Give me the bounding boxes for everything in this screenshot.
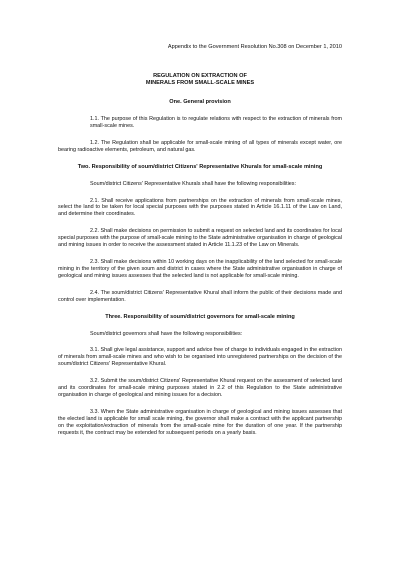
chapter-1-heading: One. General provision xyxy=(169,99,231,105)
paragraph-2-4: 2.4. The soum/district Citizens' Representative Khural shall inform the public of their decisions made and control over implementation. xyxy=(58,289,342,303)
chapter-3-intro: Soum/district governors shall have the following responsibilities: xyxy=(90,330,243,337)
title-line-1: REGULATION ON EXTRACTION OF xyxy=(153,73,247,79)
paragraph-1-1: 1.1. The purpose of this Regulation is to regulate relations with respect to the extraction of minerals from small-scale mines. xyxy=(90,116,342,129)
appendix-note: Appendix to the Government Resolution No.308 on December 1, 2010 xyxy=(167,44,342,50)
document-title xyxy=(58,73,342,87)
paragraph-3-1: 3.1. Shall give legal assistance, support and advice free of charge to individuals engaged in the extraction of minerals from small-scale mines and who wish to be organised into unregistered partnerships on the decision of the soum/district Citizens' Representative Khural. xyxy=(58,347,342,368)
chapter-2-intro: Soum/district Citizens' Representative Khurals shall have the following responsibilities: xyxy=(90,180,296,187)
paragraph-2-1: 2.1. Shall receive applications from partnerships on the extraction of minerals from small-scale mines, select the land to be taken for local special purposes with the purposes stated in Article 16.1.11 of the Law on Land, and determine their coordinates. xyxy=(58,197,342,218)
paragraph-1-2: 1.2. The Regulation shall be applicable for small-scale mining of all types of minerals except water, ore bearing radioactive elements, petroleum, and natural gas. xyxy=(58,139,342,153)
paragraph-3-2: 3.2. Submit the soum/district Citizens' Representative Khural request on the assessment of selected land and its coordinates for small-scale mining purposes stated in 2.2 of this Regulation to the State administrative organisation in charge of geological and mining issues for a decision. xyxy=(58,378,342,398)
chapter-3-heading: Three. Responsibility of soum/district governors for small-scale mining xyxy=(105,313,295,320)
chapter-2-heading: Two. Responsibility of soum/district Citizens' Representative Khurals for small-scale mining xyxy=(77,163,323,170)
paragraph-2-3: 2.3. Shall make decisions within 10 working days on the inapplicability of the land selected for small-scale mining in the territory of the given soum and district in cases where the State administrative organisation in charge of geological and mining issues assesses that the selected land is not applicable for small-scale mining. xyxy=(58,258,342,279)
paragraph-2-2: 2.2. Shall make decisions on permission to submit a request on selected land and its coordinates for local special purposes with the purpose of small-scale mining to the State administrative organisation in charge of geological and mining issues in order to receive the assessment stated in Article 11.1.23 of the Law on Minerals. xyxy=(58,228,342,249)
paragraph-3-3: 3.3. When the State administrative organisation in charge of geological and mining issues assesses that the elected land is applicable for small scale mining, the governor shall make a contract with the applicant partnership on the exploitation/extraction of minerals from the small-scale mine for the duration of one year. If the partnership requests it, the contract may be extended for subsequent periods on a yearly basis. xyxy=(58,408,342,436)
title-line-2: MINERALS FROM SMALL-SCALE MINES xyxy=(145,80,255,86)
